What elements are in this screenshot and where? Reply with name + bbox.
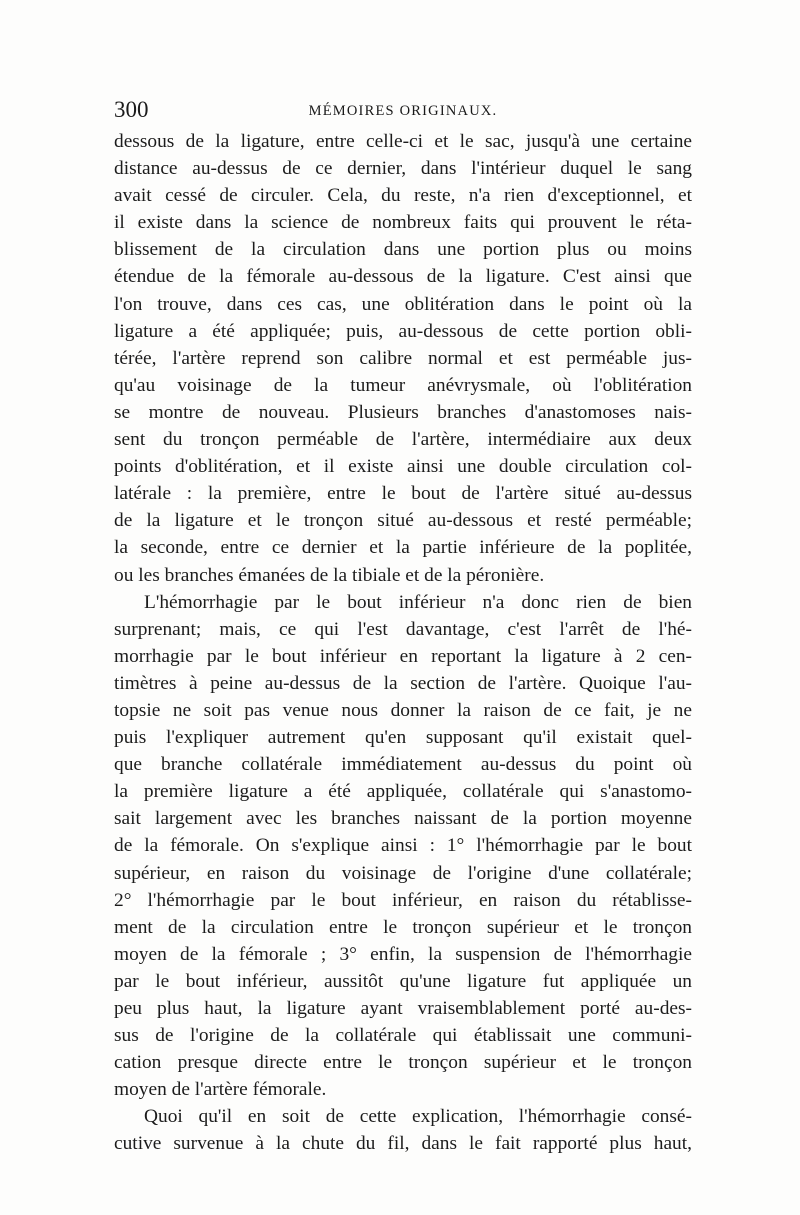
text-line: étendue de la fémorale au-dessous de la ligature. C'est ainsi que (114, 266, 692, 288)
text-line: timètres à peine au-dessus de la section de l'artère. Quoique l'au- (114, 672, 692, 694)
text-line: 2° l'hémorrhagie par le bout inférieur, en raison du rétablisse- (114, 889, 692, 911)
text-line: par le bout inférieur, aussitôt qu'une ligature fut appliquée un (114, 970, 692, 992)
text-line: sent du tronçon perméable de l'artère, intermédiaire aux deux (114, 429, 692, 451)
text-line: dessous de la ligature, entre celle-ci et le sac, jusqu'à une certaine (114, 131, 692, 152)
text-line: avait cessé de circuler. Cela, du reste, n'a rien d'exceptionnel, et (114, 185, 692, 207)
text-line: surprenant; mais, ce qui l'est davantage, c'est l'arrêt de l'hé- (114, 618, 692, 640)
text-line: ou les branches émanées de la tibiale et de la péronière. (114, 564, 545, 586)
body-text (114, 128, 692, 1158)
text-line: térée, l'artère reprend son calibre normal et est perméable jus- (114, 347, 692, 369)
text-line: puis l'expliquer autrement qu'en supposant qu'il existait quel- (114, 727, 692, 749)
text-line: distance au-dessus de ce dernier, dans l'intérieur duquel le sang (114, 158, 692, 180)
text-line: la première ligature a été appliquée, collatérale qui s'anastomo- (114, 781, 692, 803)
text-line: ligature a été appliquée; puis, au-dessous de cette portion obli- (114, 320, 692, 342)
text-line: cutive survenue à la chute du fil, dans le fait rapporté plus haut, (114, 1133, 692, 1155)
text-line: morrhagie par le bout inférieur en reportant la ligature à 2 cen- (114, 645, 692, 667)
text-line: points d'oblitération, et il existe ainsi une double circulation col- (114, 456, 692, 478)
text-line: l'on trouve, dans ces cas, une oblitération dans le point où la (114, 293, 692, 315)
running-head: MÉMOIRES ORIGINAUX. (308, 103, 498, 119)
text-line: peu plus haut, la ligature ayant vraisemblablement porté au-des- (114, 998, 692, 1019)
text-line: se montre de nouveau. Plusieurs branches d'anastomoses nais- (114, 401, 692, 423)
text-line: moyen de l'artère fémorale. (114, 1079, 327, 1101)
text-line: blissement de la circulation dans une portion plus ou moins (114, 239, 692, 261)
text-line: latérale : la première, entre le bout de l'artère situé au-dessus (114, 483, 692, 505)
page-header (114, 96, 692, 126)
text-line: qu'au voisinage de la tumeur anévrysmale, où l'oblitération (114, 374, 692, 396)
text-line: la seconde, entre ce dernier et la partie inférieure de la poplitée, (114, 537, 692, 559)
page-number: 300 (114, 97, 149, 122)
text-line: cation presque directe entre le tronçon supérieur et le tronçon (114, 1052, 692, 1074)
text-line: L'hémorrhagie par le bout inférieur n'a donc rien de bien (144, 591, 692, 613)
text-line: sait largement avec les branches naissant de la portion moyenne (114, 808, 692, 830)
text-line: supérieur, en raison du voisinage de l'origine d'une collatérale; (114, 862, 692, 884)
text-line: topsie ne soit pas venue nous donner la raison de ce fait, je ne (114, 699, 692, 721)
text-line: Quoi qu'il en soit de cette explication, l'hémorrhagie consé- (144, 1106, 692, 1128)
text-line: de la fémorale. On s'explique ainsi : 1° l'hémorrhagie par le bout (114, 835, 692, 857)
text-line: ment de la circulation entre le tronçon supérieur et le tronçon (114, 916, 692, 938)
text-line: moyen de la fémorale ; 3° enfin, la suspension de l'hémorrhagie (114, 943, 692, 965)
text-line: que branche collatérale immédiatement au-dessus du point où (114, 754, 692, 776)
text-line: il existe dans la science de nombreux faits qui prouvent le réta- (114, 212, 692, 234)
text-line: sus de l'origine de la collatérale qui établissait une communi- (114, 1025, 692, 1047)
text-line: de la ligature et le tronçon situé au-dessous et resté perméable; (114, 510, 692, 532)
